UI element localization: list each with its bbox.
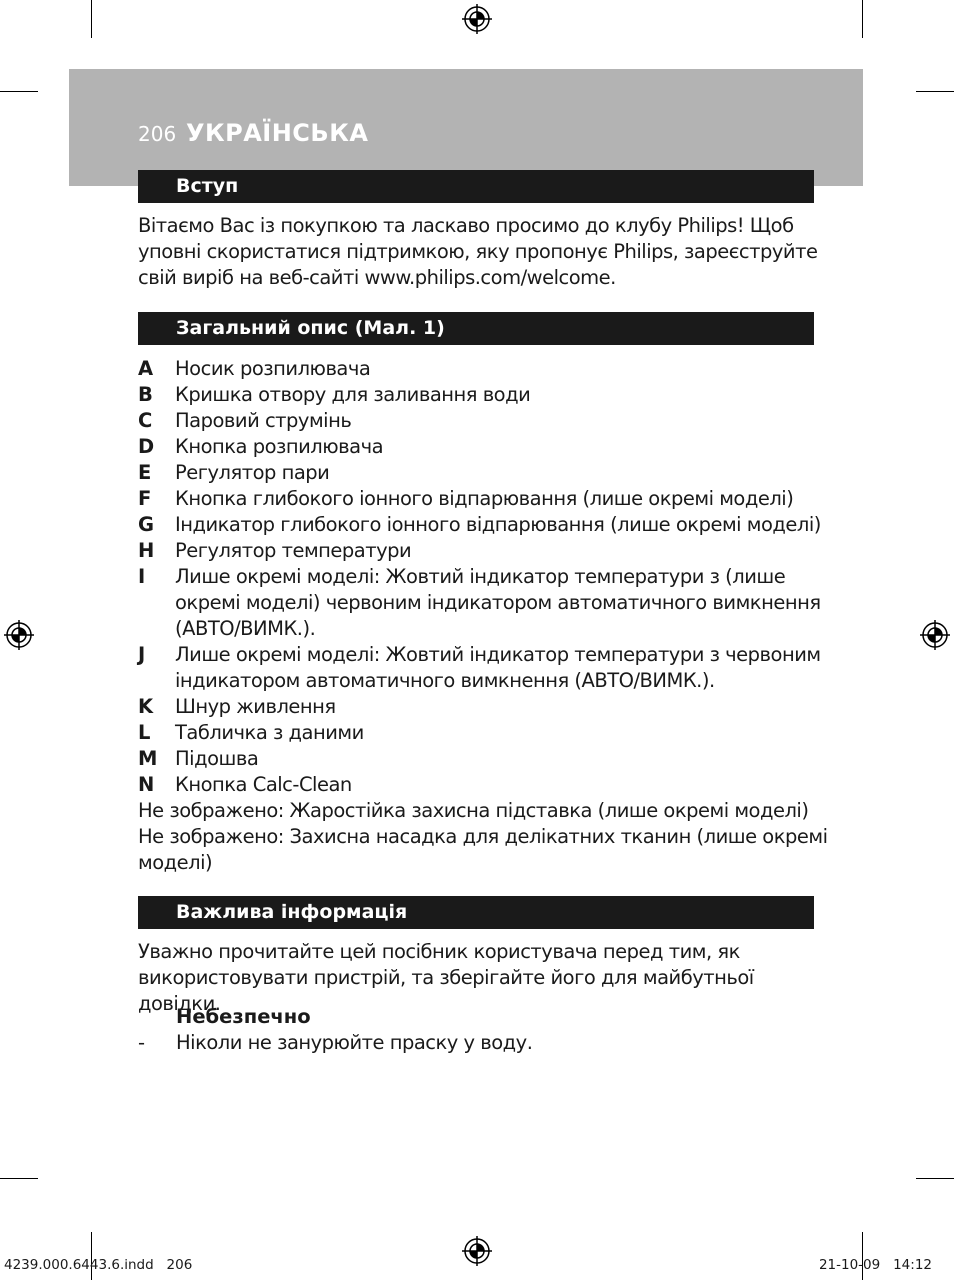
item-text: Паровий струмінь [175, 409, 352, 432]
crop-mark [916, 91, 954, 92]
item-text: Регулятор температури [175, 539, 412, 562]
item-letter: N [138, 773, 155, 796]
item-text: Кнопка глибокого іонного відпарювання (лише окремі моделі) [175, 487, 794, 510]
list-item [138, 382, 828, 408]
list-item [138, 694, 828, 720]
list-item [138, 746, 828, 772]
item-text: Кнопка розпилювача [175, 435, 384, 458]
item-text: Лише окремі моделі: Жовтий індикатор температури з (лише окремі моделі) червоним індикатором автоматичного вимкнення (АВТО/ВИМК.). [175, 565, 821, 640]
item-text: Кришка отвору для заливання води [175, 383, 531, 406]
item-letter: B [138, 383, 153, 406]
item-text: Кнопка Calc-Clean [175, 773, 352, 796]
list-item [138, 486, 828, 512]
language-title: УКРАЇНСЬКА [186, 119, 369, 147]
list-item [138, 356, 828, 382]
item-letter: C [138, 409, 153, 432]
item-letter: K [138, 695, 154, 718]
list-item [138, 538, 828, 564]
item-letter: H [138, 539, 155, 562]
crop-mark [91, 0, 92, 38]
danger-heading: Небезпечно [176, 1005, 311, 1028]
item-text: Підошва [175, 747, 259, 770]
item-text: Лише окремі моделі: Жовтий індикатор температури з червоним індикатором автоматичного вимкнення (АВТО/ВИМК.). [175, 643, 821, 692]
registration-mark-icon [920, 620, 950, 650]
list-item [138, 564, 828, 642]
page-number: 206 [138, 122, 177, 146]
section-heading-important: Важлива інформація [138, 896, 814, 929]
item-letter: D [138, 435, 155, 458]
not-shown-note: Не зображено: Жаростійка захисна підставка (лише окремі моделі) [138, 799, 809, 822]
item-text: Шнур живлення [175, 695, 336, 718]
registration-mark-icon [462, 1236, 492, 1266]
footer-date: 21-10-09 14:12 [818, 1257, 932, 1273]
item-text: Регулятор пари [175, 461, 330, 484]
list-item [138, 512, 828, 538]
crop-mark [862, 0, 863, 38]
item-letter: J [138, 643, 146, 666]
item-text: Носик розпилювача [175, 357, 371, 380]
item-letter: M [138, 747, 158, 770]
intro-paragraph: Вітаємо Вас із покупкою та ласкаво просимо до клубу Philips! Щоб уповні скористатися підтримкою, яку пропонує Philips, зареєструйте свій виріб на веб-сайті www.philips.com/welcome. [138, 214, 818, 289]
list-item [138, 642, 828, 694]
list-item [138, 434, 828, 460]
section-heading-intro: Вступ [138, 170, 814, 203]
section-heading-overview: Загальний опис (Мал. 1) [138, 312, 814, 345]
not-shown-note: Не зображено: Захисна насадка для делікатних тканин (лише окремі моделі) [138, 825, 828, 874]
parts-list [138, 356, 828, 876]
important-paragraph: Уважно прочитайте цей посібник користувача перед тим, як використовувати пристрій, та зберігайте його для майбутньої довідки. [138, 940, 754, 1015]
item-text: Табличка з даними [175, 721, 364, 744]
bullet-text: Ніколи не занурюйте праску у воду. [176, 1031, 533, 1054]
list-item [138, 408, 828, 434]
list-item [138, 772, 828, 798]
list-item [138, 460, 828, 486]
item-letter: G [138, 513, 155, 536]
item-letter: L [138, 721, 151, 744]
item-letter: F [138, 487, 152, 510]
list-item [138, 720, 828, 746]
crop-mark [0, 1178, 38, 1179]
registration-mark-icon [4, 620, 34, 650]
crop-mark [916, 1178, 954, 1179]
crop-mark [0, 91, 38, 92]
item-letter: A [138, 357, 154, 380]
footer-file-info: 4239.000.6443.6.indd 206 [4, 1257, 193, 1273]
bullet-dash: - [138, 1031, 145, 1054]
registration-mark-icon [462, 4, 492, 34]
item-letter: I [138, 565, 146, 588]
item-letter: E [138, 461, 152, 484]
list-item [138, 1030, 828, 1056]
item-text: Індикатор глибокого іонного відпарювання (лише окремі моделі) [175, 513, 821, 536]
